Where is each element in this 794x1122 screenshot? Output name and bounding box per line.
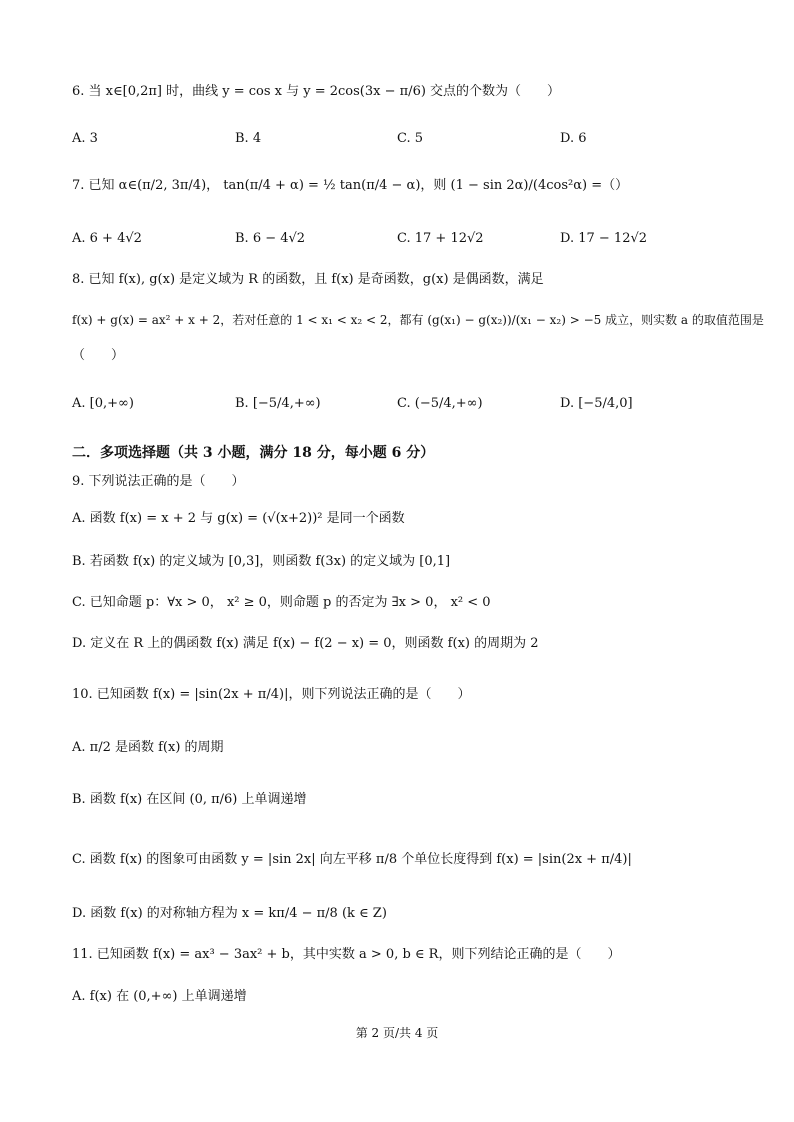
q9-option-b: B. 若函数 f(x) 的定义域为 [0,3]，则函数 f(3x) 的定义域为 [0,1] [72, 554, 451, 569]
q10-option-c: C. 函数 f(x) 的图象可由函数 y = |sin 2x| 向左平移 π/8 个单位长度得到 f(x) = |sin(2x + π/4)| [72, 852, 632, 867]
q8-option-c: C. (−5/4,+∞) [397, 396, 483, 411]
question-6-stem: 6. 当 x∈[0,2π] 时，曲线 y = cos x 与 y = 2cos(3x − π/6) 交点的个数为（ ） [72, 84, 561, 99]
q7-option-d: D. 17 − 12√2 [560, 231, 648, 246]
q8-option-a: A. [0,+∞) [72, 396, 134, 411]
q6-option-d: D. 6 [560, 131, 587, 146]
q7-option-b: B. 6 − 4√2 [235, 231, 306, 246]
q6-option-a: A. 3 [72, 131, 98, 146]
q6-option-c: C. 5 [397, 131, 424, 146]
q11-option-a: A. f(x) 在 (0,+∞) 上单调递增 [72, 989, 247, 1004]
q7-option-c: C. 17 + 12√2 [397, 231, 484, 246]
q7-option-a: A. 6 + 4√2 [72, 231, 142, 246]
q8-option-b: B. [−5/4,+∞) [235, 396, 321, 411]
question-10-stem: 10. 已知函数 f(x) = |sin(2x + π/4)|，则下列说法正确的是（ ） [72, 687, 471, 702]
page-footer: 第 2 页/共 4 页 [355, 1026, 439, 1040]
question-7-stem: 7. 已知 α∈(π/2, 3π/4)， tan(π/4 + α) = ½ tan(π/4 − α)，则 (1 − sin 2α)/(4cos²α) =（） [72, 178, 629, 193]
question-8-stem-line2: f(x) + g(x) = ax² + x + 2，若对任意的 1 < x₁ < x₂ < 2，都有 (g(x₁) − g(x₂))/(x₁ − x₂) > −5 成立，则实数 a 的取值范围是 [72, 313, 764, 327]
q6-option-b: B. 4 [235, 131, 262, 146]
q10-option-d: D. 函数 f(x) 的对称轴方程为 x = kπ/4 − π/8 (k ∈ Z) [72, 906, 387, 921]
section-title: 二．多项选择题（共 3 小题，满分 18 分，每小题 6 分） [72, 445, 435, 461]
question-8-stem: 8. 已知 f(x), g(x) 是定义域为 R 的函数，且 f(x) 是奇函数，g(x) 是偶函数，满足 [72, 272, 544, 287]
question-9-stem: 9. 下列说法正确的是（ ） [72, 474, 245, 489]
q9-option-a: A. 函数 f(x) = x + 2 与 g(x) = (√(x+2))² 是同一个函数 [72, 511, 405, 526]
q10-option-a: A. π/2 是函数 f(x) 的周期 [72, 740, 224, 755]
q10-option-b: B. 函数 f(x) 在区间 (0, π/6) 上单调递增 [72, 792, 307, 807]
question-8-stem-line3: （ ） [72, 348, 125, 363]
q8-option-d: D. [−5/4,0] [560, 396, 633, 411]
q9-option-d: D. 定义在 R 上的偶函数 f(x) 满足 f(x) − f(2 − x) = 0，则函数 f(x) 的周期为 2 [72, 636, 539, 651]
q9-option-c: C. 已知命题 p：∀x > 0， x² ≥ 0，则命题 p 的否定为 ∃x > 0， x² < 0 [72, 595, 491, 610]
question-11-stem: 11. 已知函数 f(x) = ax³ − 3ax² + b，其中实数 a > 0, b ∈ R，则下列结论正确的是（ ） [72, 947, 621, 962]
